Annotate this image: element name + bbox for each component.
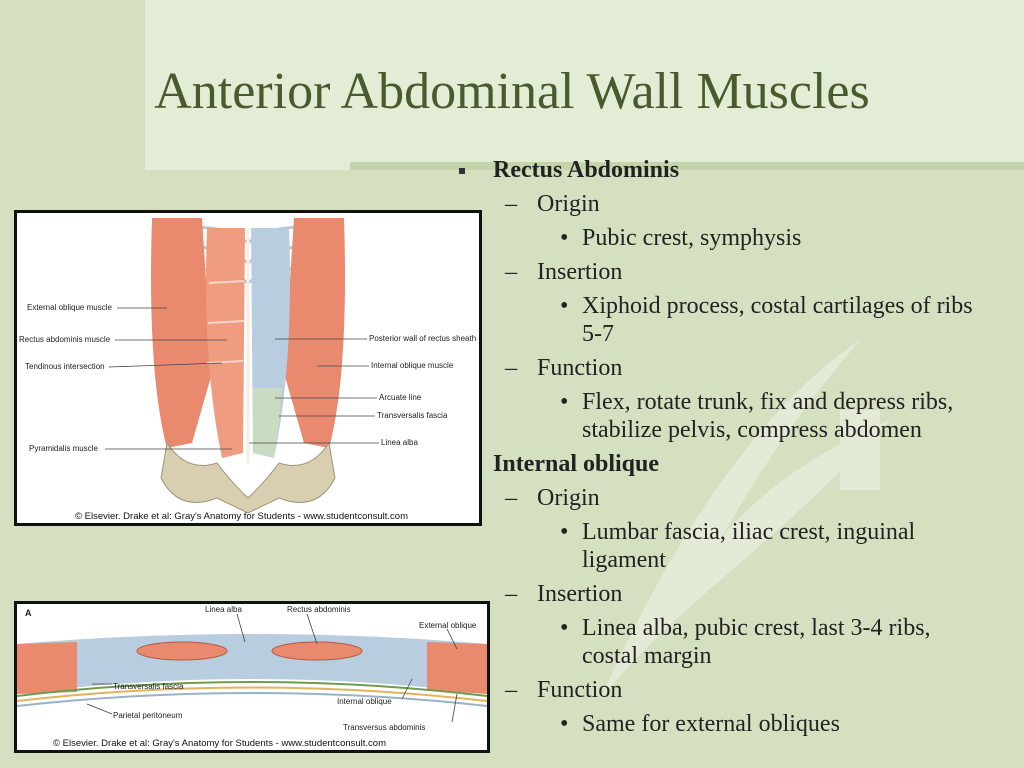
subheading-insertion: – Insertion xyxy=(505,581,623,607)
label-parietal-peritoneum: Parietal peritoneum xyxy=(113,711,183,720)
anterior-wall-illustration xyxy=(17,213,479,523)
label-linea-alba: Linea alba xyxy=(381,438,418,447)
section-heading-internal-oblique: Internal oblique xyxy=(493,451,660,477)
anterior-wall-figure xyxy=(14,210,482,526)
label-rectus-abdominis-2: Rectus abdominis xyxy=(287,605,351,614)
cross-section-figure xyxy=(14,601,490,753)
label-transversus-abdominis: Transversus abdominis xyxy=(343,723,426,732)
slide-title: Anterior Abdominal Wall Muscles xyxy=(154,63,870,120)
label-transversalis-fascia-2: Transversalis fascia xyxy=(113,682,184,691)
subheading-function: – Function xyxy=(505,677,623,703)
subheading-origin: – Origin xyxy=(505,191,600,217)
panel-letter: A xyxy=(25,608,32,618)
label-external-oblique-2: External oblique xyxy=(419,621,477,630)
content-column xyxy=(455,156,1015,738)
subheading-function: – Function xyxy=(505,355,623,381)
label-linea-alba-2: Linea alba xyxy=(205,605,242,614)
label-internal-oblique-2: Internal oblique xyxy=(337,697,392,706)
label-transversalis-fascia: Transversalis fascia xyxy=(377,411,448,420)
section-heading-rectus: Rectus Abdominis xyxy=(493,156,1015,184)
bullet-point: • Xiphoid process, costal cartilages of ribs 5-7 xyxy=(560,293,973,347)
bullet-point: • Lumbar fascia, iliac crest, inguinal ligament xyxy=(560,519,916,573)
figure1-credit: © Elsevier. Drake et al: Gray's Anatomy for Students - www.studentconsult.com xyxy=(75,511,409,522)
bullet-point: • Same for external obliques xyxy=(560,711,840,737)
label-pyramidalis: Pyramidalis muscle xyxy=(29,444,98,453)
subheading-insertion: – Insertion xyxy=(505,259,623,285)
bullet-point: • Pubic crest, symphysis xyxy=(560,225,802,251)
bullet-point: • Linea alba, pubic crest, last 3-4 ribs, costal margin xyxy=(560,615,931,669)
label-posterior-wall: Posterior wall of rectus sheath xyxy=(369,334,477,343)
bullet-point: • Flex, rotate trunk, fix and depress ribs, stabilize pelvis, compress abdomen xyxy=(560,389,954,443)
label-internal-oblique: Internal oblique muscle xyxy=(371,361,454,370)
figure2-credit: © Elsevier. Drake et al: Gray's Anatomy for Students - www.studentconsult.com xyxy=(53,738,387,749)
label-external-oblique: External oblique muscle xyxy=(27,303,112,312)
subheading-origin: – Origin xyxy=(505,485,600,511)
label-tendinous-intersection: Tendinous intersection xyxy=(25,362,105,371)
label-rectus-abdominis: Rectus abdominis muscle xyxy=(19,335,111,344)
cross-section-illustration xyxy=(17,604,487,750)
label-arcuate-line: Arcuate line xyxy=(379,393,422,402)
